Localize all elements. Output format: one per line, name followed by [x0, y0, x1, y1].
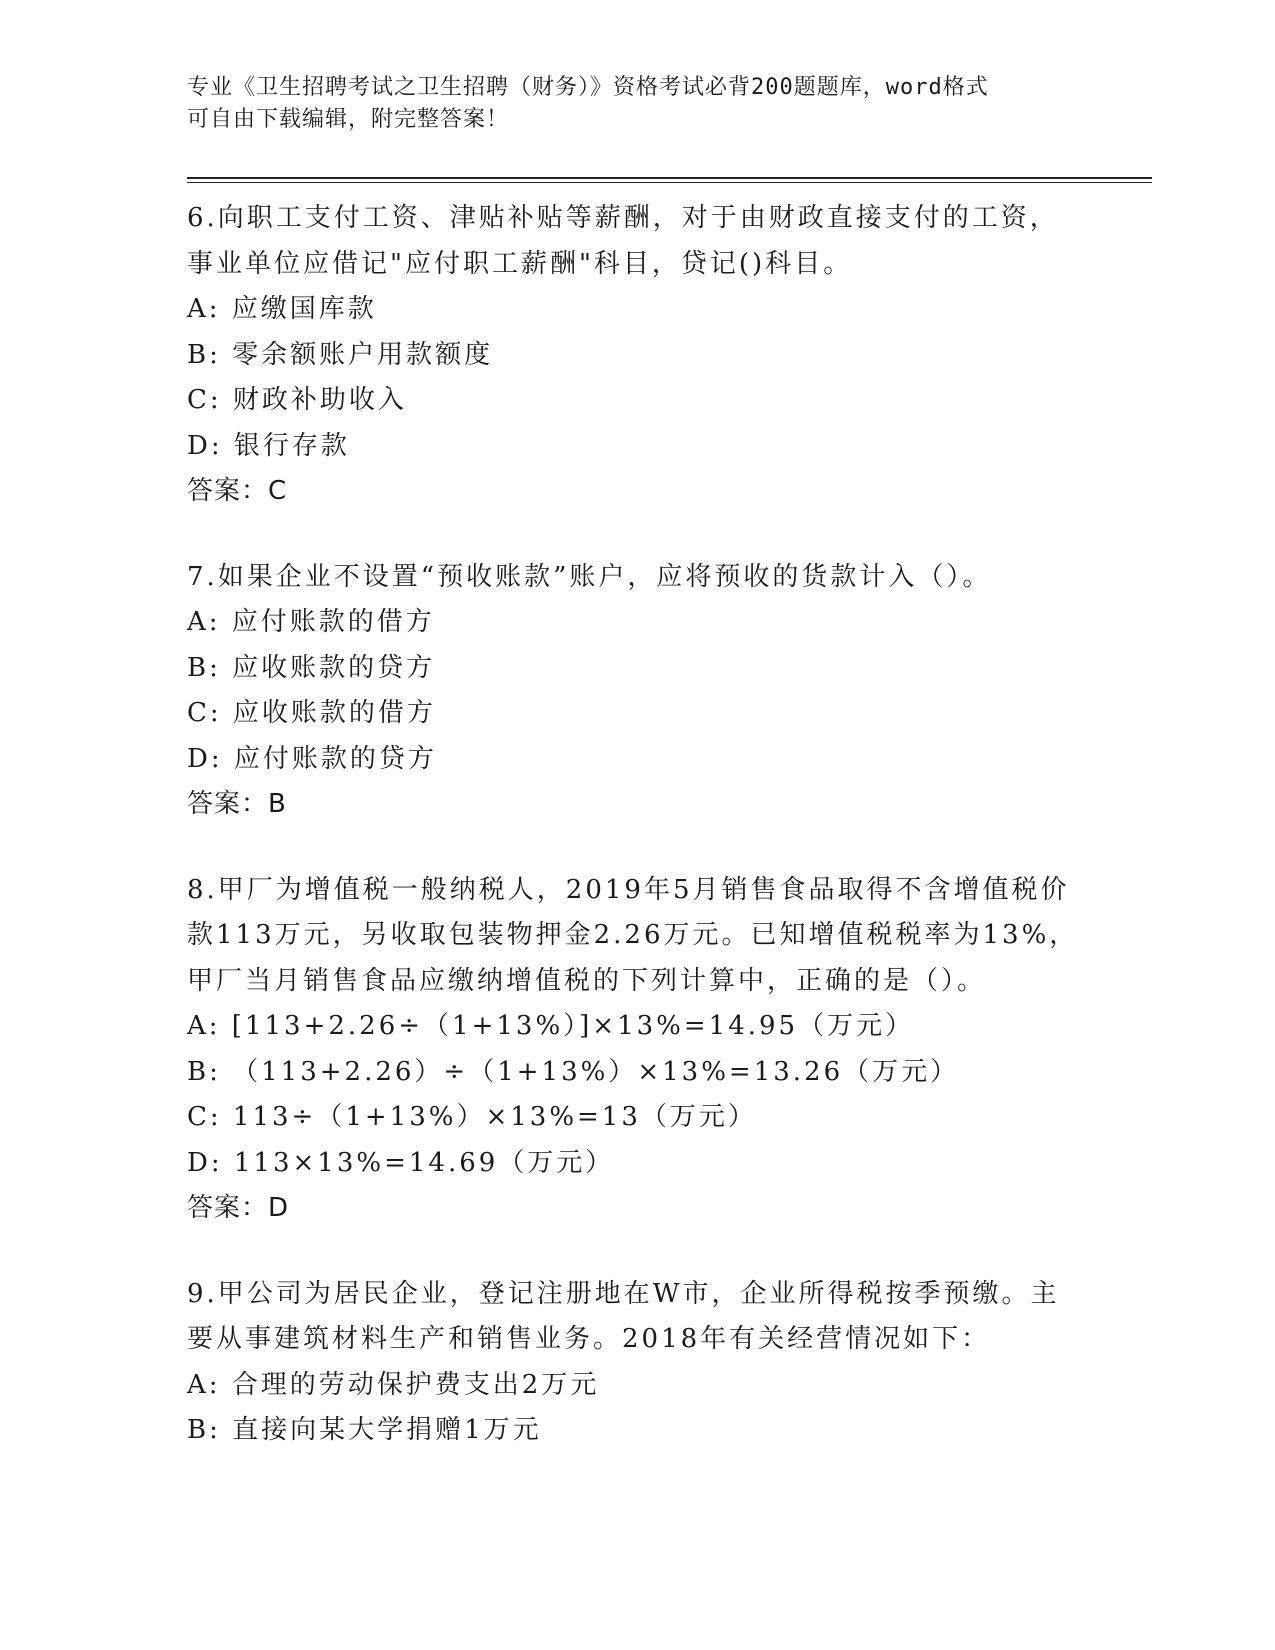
- option-b: B: 应收账款的贷方: [187, 652, 436, 683]
- question-stem-line: 8.甲厂为增值税一般纳税人，2019年5月销售食品取得不含增值税价: [187, 874, 1070, 905]
- question-stem-line: 甲厂当月销售食品应缴纳增值税的下列计算中，正确的是（）。: [187, 965, 987, 996]
- option-c: C: 应收账款的借方: [187, 698, 436, 728]
- question-list: [187, 196, 1087, 1494]
- answer-line: 答案：C: [187, 476, 288, 506]
- question-stem-line: 款113万元，另收取包装物押金2.26万元。已知增值税税率为13%，: [187, 920, 1079, 950]
- question-stem-line: 7.如果企业不设置“预收账款”账户，应将预收的货款计入（）。: [187, 561, 992, 592]
- option-c: C: 113÷（1+13%）×13%=13（万元）: [187, 1102, 757, 1132]
- option-a: A: 应付账款的借方: [187, 607, 435, 637]
- option-a: A: 应缴国库款: [187, 294, 377, 324]
- option-d: D: 应付账款的贷方: [187, 743, 437, 774]
- option-d: D: 银行存款: [187, 430, 350, 461]
- option-a: A: [113+2.26÷（1+13%）]×13%=14.95（万元）: [187, 1011, 915, 1041]
- option-b: B: 零余额账户用款额度: [187, 339, 494, 370]
- header-title-line-2: 可自由下载编辑，附完整答案！: [187, 107, 510, 132]
- option-a: A: 合理的劳动保护费支出2万元: [187, 1369, 600, 1400]
- answer-line: 答案：D: [187, 1193, 290, 1223]
- option-b: B: 直接向某大学捐赠1万元: [187, 1415, 542, 1445]
- question-7: [187, 555, 1087, 828]
- question-stem-line: 9.甲公司为居民企业，登记注册地在W市，企业所得税按季预缴。主: [187, 1278, 1060, 1309]
- question-9: [187, 1272, 1087, 1454]
- answer-line: 答案：B: [187, 789, 287, 819]
- question-stem-line: 要从事建筑材料生产和销售业务。2018年有关经营情况如下：: [187, 1324, 991, 1354]
- header-divider-thick: [187, 177, 1152, 179]
- document-header: [187, 72, 1067, 136]
- question-stem-line: 6.向职工支付工资、津贴补贴等薪酬，对于由财政直接支付的工资，: [187, 203, 1059, 233]
- header-divider-thin: [187, 182, 1152, 183]
- question-8: [187, 868, 1087, 1232]
- question-6: [187, 196, 1087, 515]
- option-c: C: 财政补助收入: [187, 385, 407, 415]
- option-d: D: 113×13%=14.69（万元）: [187, 1147, 615, 1178]
- question-stem-line: 事业单位应借记"应付职工薪酬"科目，贷记()科目。: [187, 248, 853, 279]
- header-title-line-1: 专业《卫生招聘考试之卫生招聘（财务）》资格考试必背200题题库，word格式: [187, 75, 989, 100]
- option-b: B: （113+2.26）÷（1+13%）×13%=13.26（万元）: [187, 1056, 960, 1087]
